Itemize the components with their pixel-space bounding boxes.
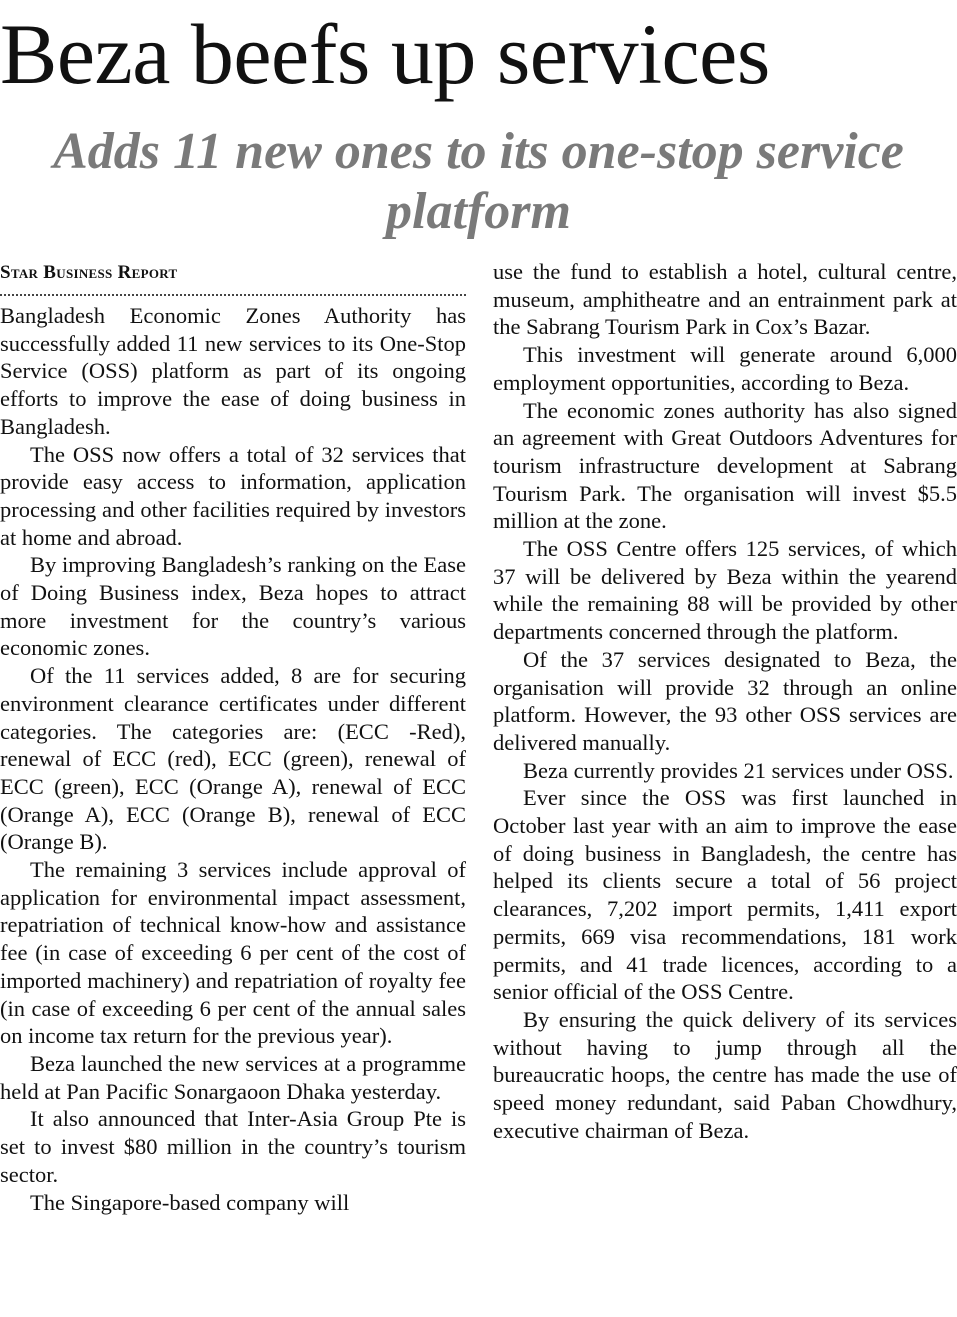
- headline: Beza beefs up services: [0, 6, 770, 102]
- byline-divider: [0, 294, 466, 296]
- paragraph: Of the 37 services designated to Beza, the organisation will provide 32 through an online platform. However, the 93 other OSS services are delivered manually.: [493, 646, 957, 755]
- paragraph: The economic zones authority has also signed an agreement with Great Outdoors Adventures for tourism infrastructure development at Sabrang Tourism Park. The organisation will invest $5.5 million at the zone.: [493, 397, 957, 534]
- subheadline: Adds 11 new ones to its one-stop service platform: [53, 123, 904, 240]
- paragraph: The remaining 3 services include approval of application for environmental impact assessment, repatriation of technical know-how and assistance fee (in case of exceeding 6 per cent of the cost of imported machinery) and repatriation of royalty fee (in case of exceeding 6 per cent of the annual sales on income tax return for the previous year).: [0, 857, 466, 1049]
- paragraph: use the fund to establish a hotel, cultural centre, museum, amphitheatre and an entrainment park at the Sabrang Tourism Park in Cox’s Bazar.: [493, 259, 957, 340]
- paragraph: This investment will generate around 6,000 employment opportunities, according to Beza.: [493, 342, 957, 395]
- paragraph: It also announced that Inter-Asia Group Pte is set to invest $80 million in the country’s tourism sector.: [0, 1106, 466, 1187]
- paragraph: By ensuring the quick delivery of its services without having to jump through all the bureaucratic hoops, the centre has made the use of speed money redundant, said Paban Chowdhury, executive chairman of Beza.: [493, 1006, 957, 1143]
- paragraph: The OSS now offers a total of 32 services that provide easy access to information, application processing and other facilities required by investors at home and abroad.: [0, 441, 466, 550]
- paragraph: Bangladesh Economic Zones Authority has successfully added 11 new services to its One-Stop Service (OSS) platform as part of its ongoing efforts to improve the ease of doing business in Bangladesh.: [0, 303, 466, 439]
- paragraph: The OSS Centre offers 125 services, of which 37 will be delivered by Beza within the yearend while the remaining 88 will be provided by other departments concerned through the platform.: [493, 536, 957, 645]
- paragraph: By improving Bangladesh’s ranking on the Ease of Doing Business index, Beza hopes to attract more investment for the country’s various economic zones.: [0, 552, 466, 661]
- article-column-left: [0, 258, 466, 1216]
- paragraph: Beza launched the new services at a programme held at Pan Pacific Sonargaoon Dhaka yesterday.: [0, 1050, 466, 1104]
- byline: Star Business Report: [0, 262, 178, 283]
- paragraph: Ever since the OSS was first launched in October last year with an aim to improve the ease of doing business in Bangladesh, the centre has helped its clients secure a total of 56 project clearances, 7,202 import permits, 1,411 export permits, 669 visa recommendations, 181 work permits, and 41 trade licences, according to a senior official of the OSS Centre.: [493, 785, 957, 1005]
- paragraph: The Singapore-based company will: [30, 1189, 350, 1215]
- article-column-right: [493, 258, 957, 1145]
- paragraph: Of the 11 services added, 8 are for securing environment clearance certificates under different categories. The categories are: (ECC -Red), renewal of ECC (red), ECC (green), renewal of ECC (green), ECC (Orange A), renewal of ECC (Orange A), ECC (Orange B), renewal of ECC (Orange B).: [0, 663, 466, 855]
- paragraph: Beza currently provides 21 services under OSS.: [523, 757, 954, 783]
